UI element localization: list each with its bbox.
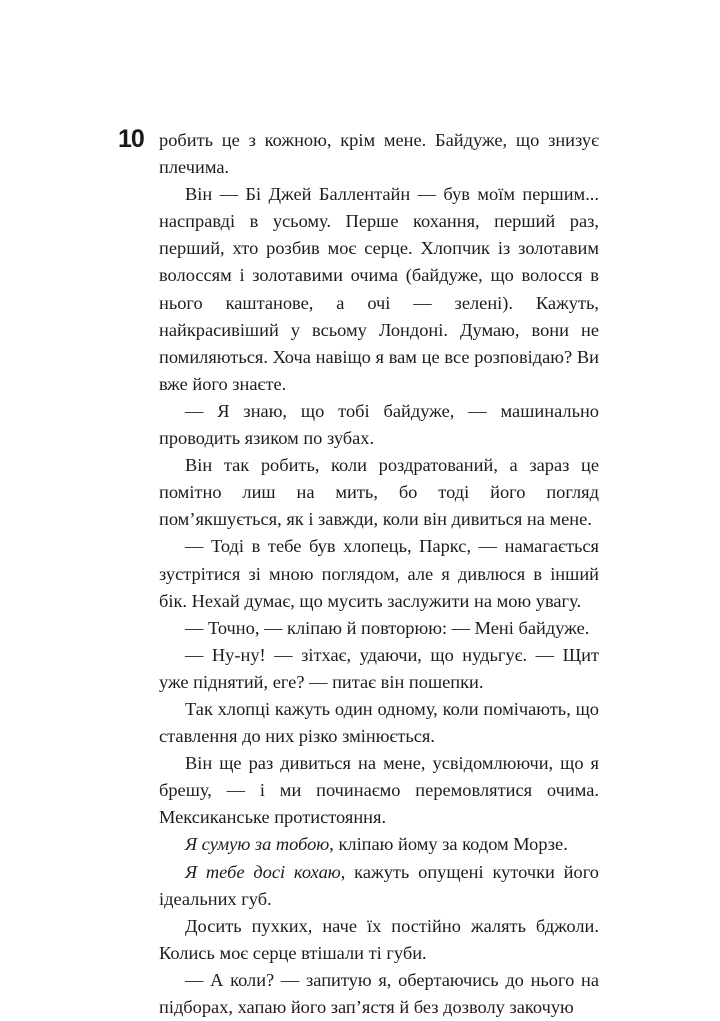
paragraph: робить це з кожною, крім мене. Байдуже, що знизує плечима. [159,130,599,178]
paragraph: — Ну-ну! — зітхає, удаючи, що нудьгує. — Щит уже піднятий, еге? — питає він пошепки. [159,644,599,692]
paragraph [159,859,599,913]
paragraph-text: , кліпаю йому за кодом Морзе. [329,834,568,855]
page-number: 10 [118,125,144,153]
body-text [159,127,599,1021]
paragraph: Він ще раз дивиться на мене, усвідомлюючи, що я брешу, — і ми починаємо перемовлятися очима. Мексиканське протистояння. [159,753,599,828]
paragraph: Він так робить, коли роздратований, а зараз це помітно лиш на мить, бо тоді його погляд пом’якшується, як і завжди, коли він дивиться на мене. [159,455,599,530]
paragraph: Так хлопці кажуть один одному, коли помічають, що ставлення до них різко змінюється. [159,698,599,747]
paragraph: Він — Бі Джей Баллентайн — був моїм першим... насправді в усьому. Перше кохання, перший раз, перший, хто розбив моє серце. Хлопчик із золотавим волоссям і золотавими очима (байдуже, що волосся в нього каштанове, а очі — зелені). Кажуть, найкрасивіший у всьому Лондоні. Думаю, вони не помиляються. Хоча навіщо я вам це все розповідаю? Ви вже його знаєте. [159,184,599,394]
paragraph: — Тоді в тебе був хлопець, Паркс, — намагається зустрітися зі мною поглядом, але я дивлюся в інший бік. Нехай думає, що мусить заслужити на мою увагу. [159,536,599,611]
italic-phrase: Я тебе досі кохаю [185,861,341,882]
paragraph [159,831,599,858]
paragraph: — А коли? — запитую я, обертаючись до нього на підборах, хапаю його зап’ястя й без дозволу закочую [159,969,599,1017]
italic-phrase: Я сумую за тобою [185,834,330,855]
paragraph: Досить пухких, наче їх постійно жалять бджоли. Колись моє серце втішали ті губи. [159,915,599,963]
paragraph: — Я знаю, що тобі байдуже, — машинально проводить язиком по зубах. [159,400,599,449]
paragraph: — Точно, — кліпаю й повторюю: — Мені байдуже. [185,617,590,638]
paragraph-text: , кажуть опущені куточки його ідеальних губ. [159,861,600,909]
